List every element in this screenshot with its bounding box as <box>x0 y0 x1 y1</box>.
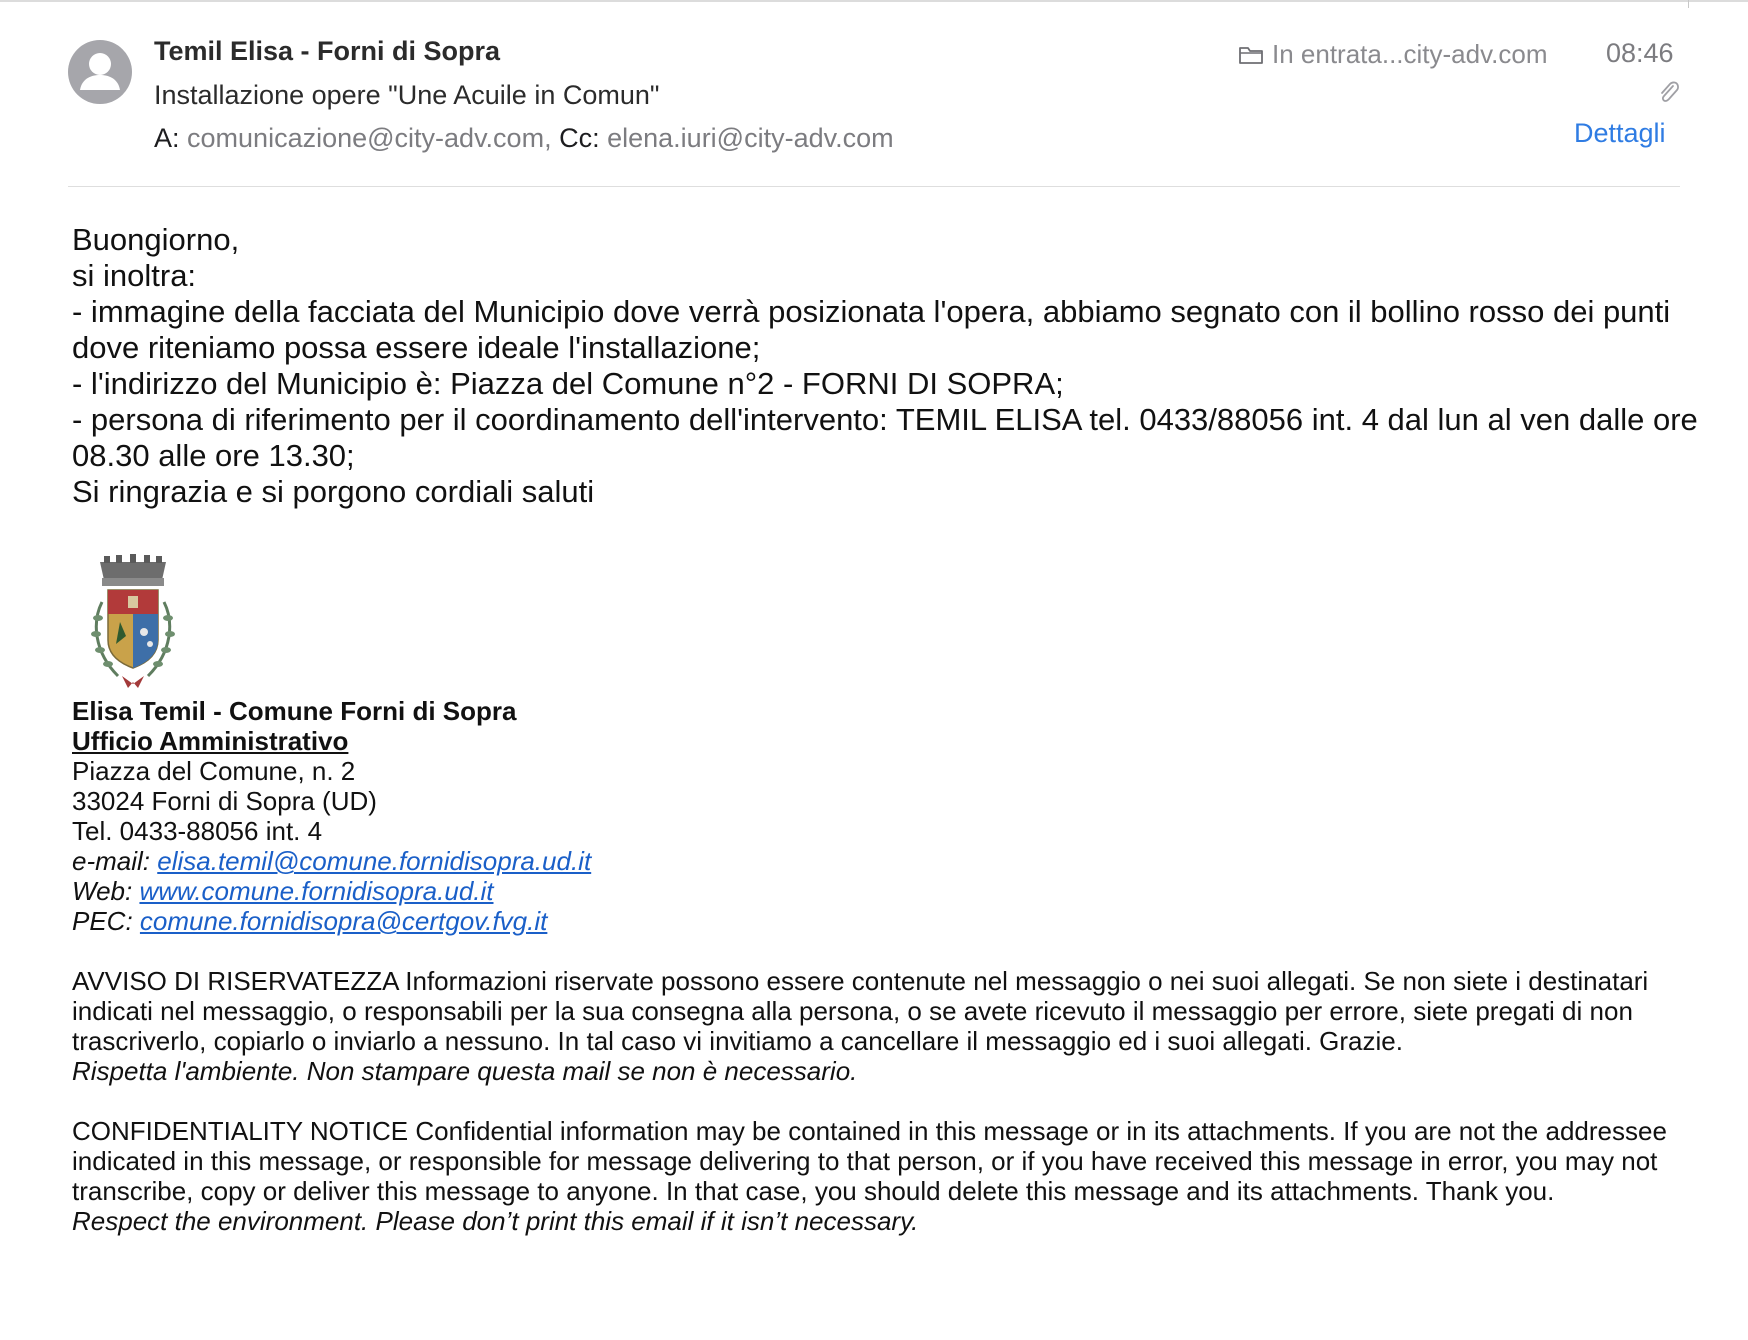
signature-address-2: 33024 Forni di Sopra (UD) <box>72 786 377 816</box>
email-link[interactable]: elisa.temil@comune.fornidisopra.ud.it <box>157 846 592 876</box>
body-line: Si ringrazia e si porgono cordiali saluti <box>72 474 595 509</box>
to-address[interactable]: comunicazione@city-adv.com, <box>187 123 552 153</box>
web-label: Web: <box>72 876 140 906</box>
mailbox-location[interactable] <box>1238 39 1548 70</box>
cc-label: Cc: <box>559 123 600 153</box>
confidentiality-notice-it: AVVISO DI RISERVATEZZA Informazioni riservate possono essere contenute nel messaggio o nei suoi allegati. Se non siete i destinatari indicati nel messaggio, o responsabili per la sua consegna alla persona, o se avete ricevuto il messaggio per errore, siete pregati di non trascriverlo, copiarlo o inviarlo a nessuno. In tal caso vi invitiamo a cancellare il messaggio ed i suoi allegati. Grazie. <box>72 966 1649 1056</box>
pec-label: PEC: <box>72 906 140 936</box>
eco-notice-en: Respect the environment. Please don’t print this email if it isn’t necessary. <box>72 1206 919 1236</box>
subject-line: Installazione opere "Une Acuile in Comun" <box>154 80 660 110</box>
web-link[interactable]: www.comune.fornidisopra.ud.it <box>139 876 494 906</box>
details-link[interactable]: Dettagli <box>1574 118 1666 148</box>
confidentiality-notice-en: CONFIDENTIALITY NOTICE Confidential information may be contained in this message or in its attachments. If you are not the addressee indicated in this message, or responsible for message delivering to that person, or if you have received this message in error, you may not transcribe, copy or deliver this message to anyone. In that case, you should delete this message and its attachments. Thank you. <box>72 1116 1667 1206</box>
header-divider <box>68 186 1680 187</box>
body-line: - persona di riferimento per il coordinamento dell'intervento: TEMIL ELISA tel. 0433/88056 int. 4 dal lun al ven dalle ore 08.30 alle ore 13.30; <box>72 402 1698 473</box>
coat-of-arms <box>78 552 188 692</box>
signature-address-1: Piazza del Comune, n. 2 <box>72 756 356 786</box>
to-label: A: <box>154 123 180 153</box>
body-line: si inoltra: <box>72 258 197 293</box>
signature-block <box>72 696 1692 1236</box>
signature-name: Elisa Temil - Comune Forni di Sopra <box>72 696 517 726</box>
signature-office: Ufficio Amministrativo <box>72 726 349 756</box>
body-line: Buongiorno, <box>72 222 240 257</box>
paperclip-icon[interactable] <box>1656 78 1680 106</box>
body-line: - immagine della facciata del Municipio dove verrà posizionata l'opera, abbiamo segnato con il bollino rosso dei punti dove riteniamo possa essere ideale l'installazione; <box>72 294 1671 365</box>
pec-link[interactable]: comune.fornidisopra@certgov.fvg.it <box>139 906 548 936</box>
folder-icon <box>1238 45 1264 65</box>
eco-notice-it: Rispetta l'ambiente. Non stampare questa mail se non è necessario. <box>72 1056 858 1086</box>
top-border <box>0 0 1748 2</box>
mailbox-label: In entrata...city-adv.com <box>1272 39 1548 69</box>
signature-email-row <box>72 846 1692 876</box>
body-line: - l'indirizzo del Municipio è: Piazza del Comune n°2 - FORNI DI SOPRA; <box>72 366 1064 401</box>
sender-name[interactable]: Temil Elisa - Forni di Sopra <box>154 36 501 66</box>
signature-pec-row <box>72 906 1692 936</box>
message-body <box>72 222 1712 510</box>
avatar-icon <box>68 40 132 104</box>
top-border-end <box>1688 0 1689 8</box>
received-time: 08:46 <box>1606 38 1674 68</box>
cc-address[interactable]: elena.iuri@city-adv.com <box>607 123 894 153</box>
signature-phone: Tel. 0433-88056 int. 4 <box>72 816 323 846</box>
recipients <box>154 123 894 154</box>
email-label: e-mail: <box>72 846 158 876</box>
signature-web-row <box>72 876 1692 906</box>
